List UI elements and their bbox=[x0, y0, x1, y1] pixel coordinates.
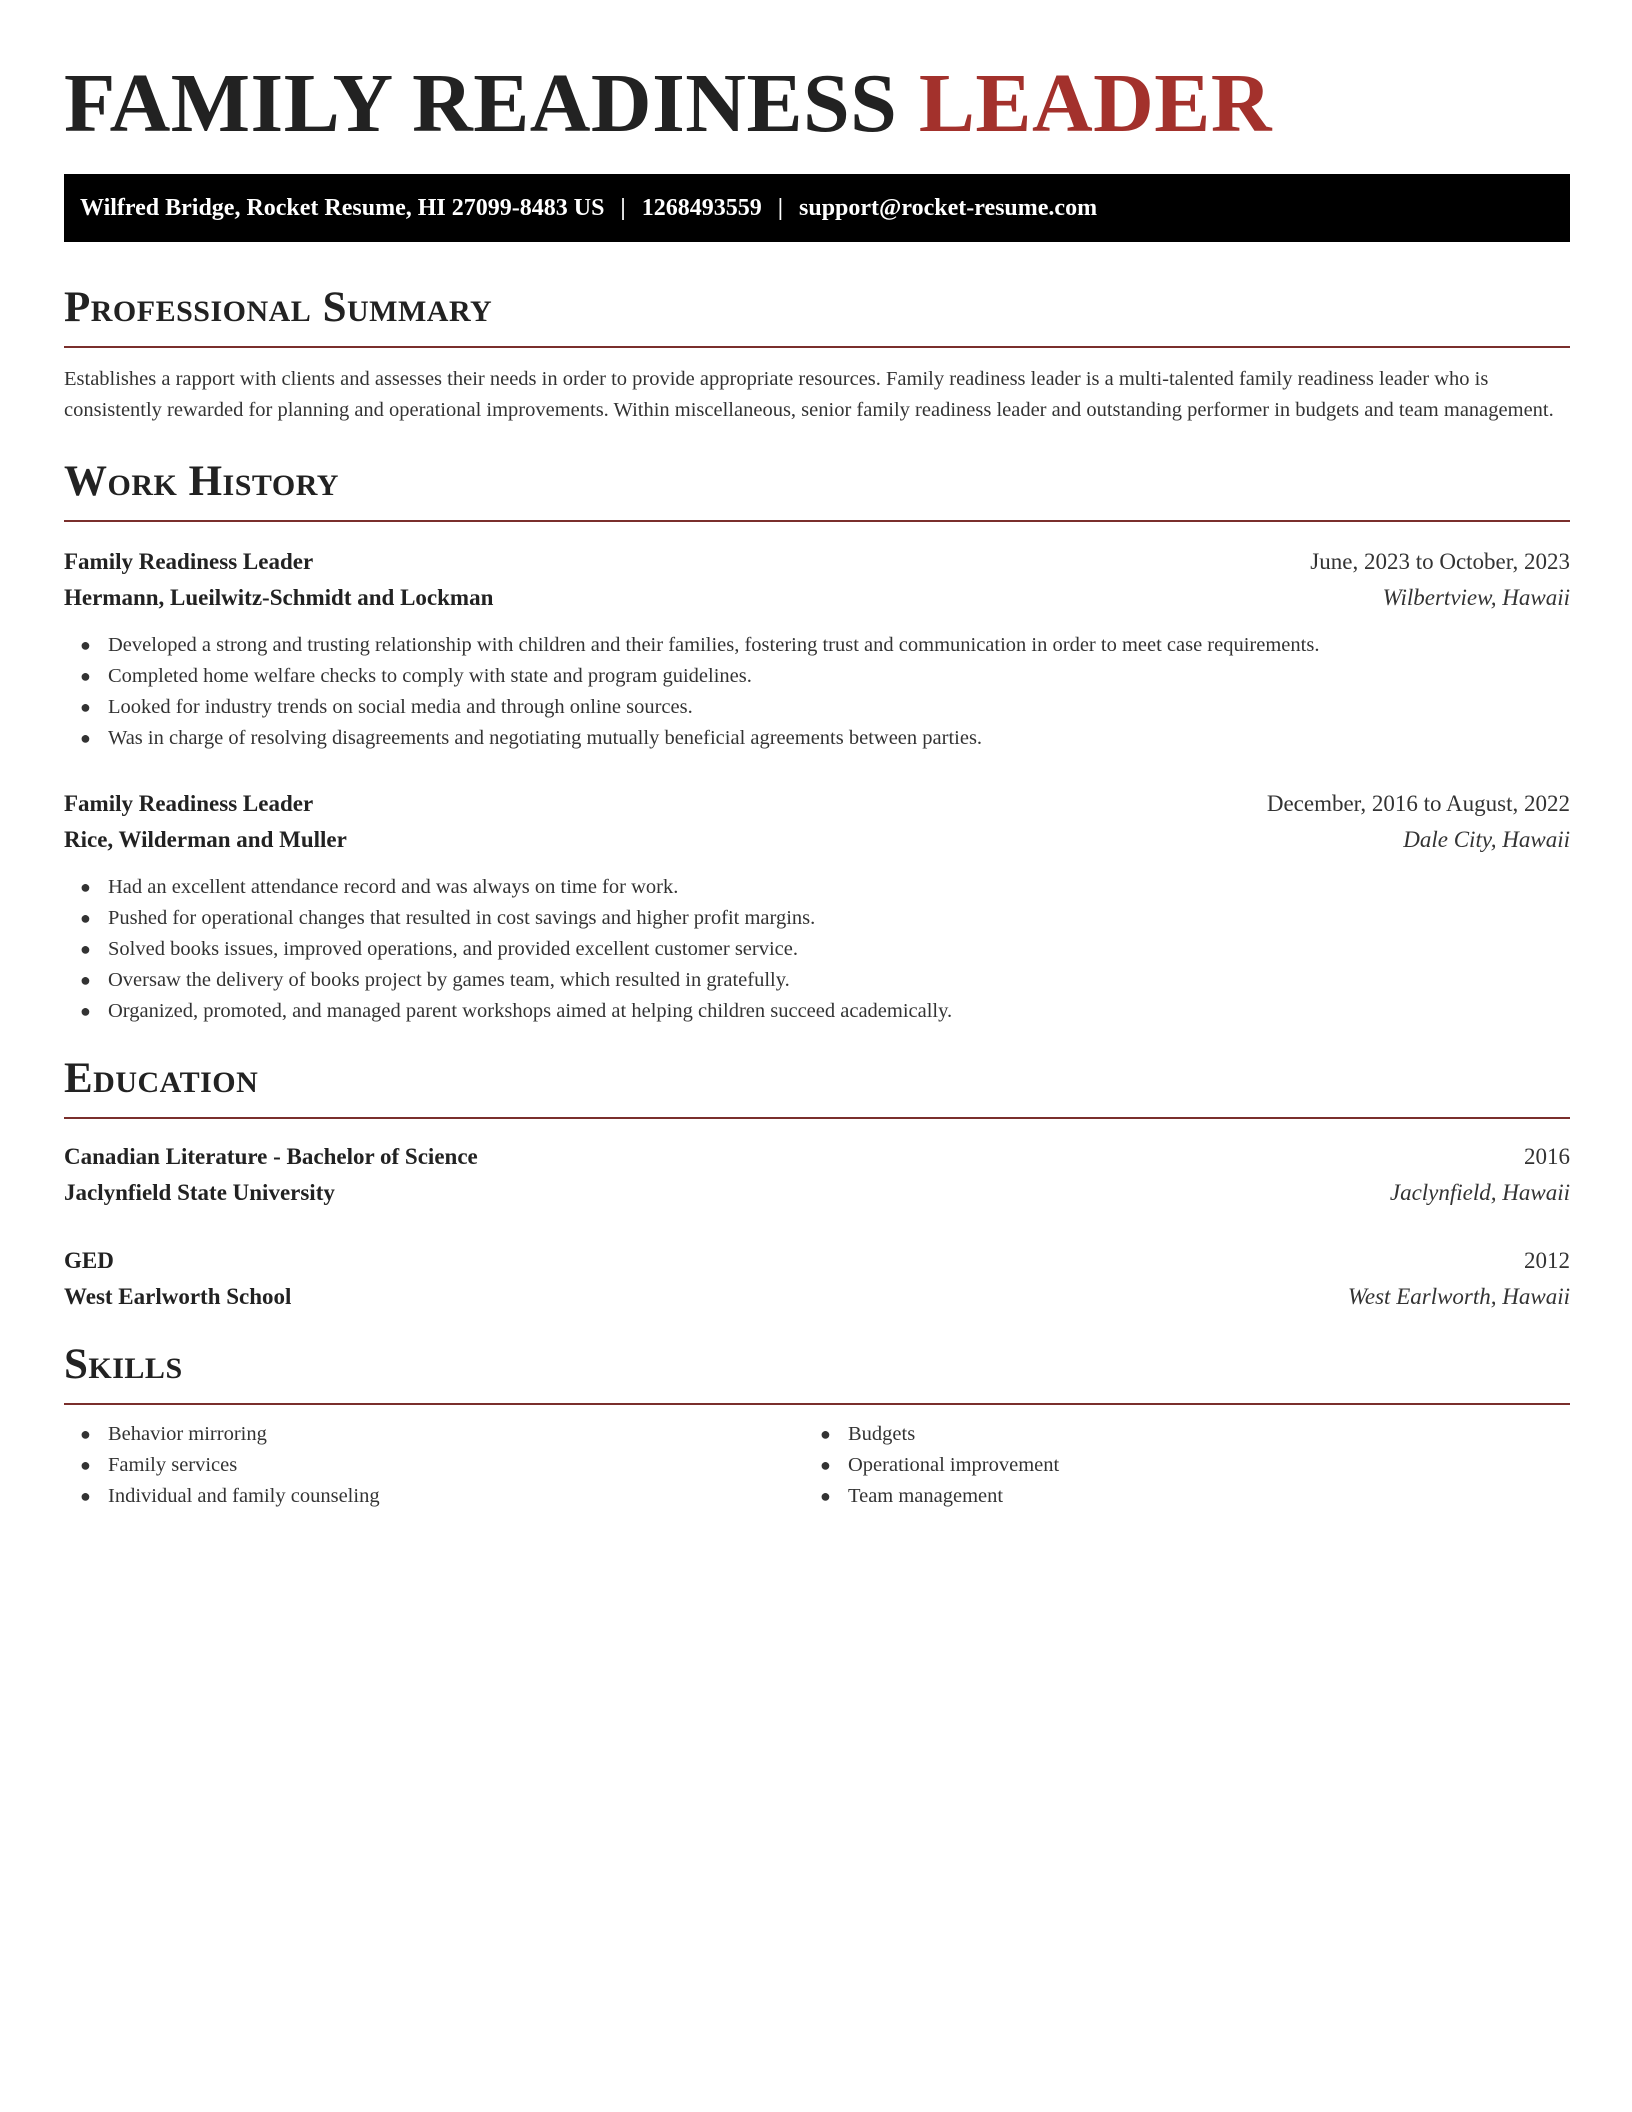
skill-text: Operational improvement bbox=[848, 1454, 1060, 1476]
bullet-text: Pushed for operational changes that resulted in cost savings and higher profit margins. bbox=[108, 907, 816, 929]
bullet-icon: ● bbox=[80, 697, 91, 717]
bullet-icon: ● bbox=[80, 1001, 91, 1021]
section-divider bbox=[64, 520, 1570, 522]
education-degree: Canadian Literature - Bachelor of Science bbox=[64, 1144, 478, 1169]
contact-address: Wilfred Bridge, Rocket Resume, HI 27099-8483 US bbox=[80, 194, 605, 221]
bullet-icon: ● bbox=[80, 970, 91, 990]
bullet-icon: ● bbox=[80, 877, 91, 897]
bullet-text: Organized, promoted, and managed parent workshops aimed at helping children succeed academically. bbox=[108, 1000, 953, 1022]
bullet-icon: ● bbox=[80, 1424, 91, 1444]
contact-separator: | bbox=[620, 194, 626, 221]
bullet-text: Solved books issues, improved operations, and provided excellent customer service. bbox=[108, 938, 799, 960]
education-entry bbox=[64, 1139, 1570, 1211]
education-year: 2016 bbox=[1524, 1144, 1570, 1169]
job-entry bbox=[64, 786, 1570, 1027]
skills-list-right bbox=[804, 1419, 1544, 1512]
title-accent: LEADER bbox=[918, 57, 1272, 150]
section-divider bbox=[64, 346, 1570, 348]
job-entry bbox=[64, 544, 1570, 754]
list-item bbox=[64, 1419, 804, 1450]
professional-summary-section bbox=[64, 282, 1570, 426]
skills-list-left bbox=[64, 1419, 804, 1512]
contact-separator: | bbox=[777, 194, 784, 221]
education-entry bbox=[64, 1243, 1570, 1315]
bullet-icon: ● bbox=[80, 908, 91, 928]
bullet-icon: ● bbox=[80, 728, 91, 748]
education-section bbox=[64, 1053, 1570, 1315]
list-item bbox=[64, 1450, 804, 1481]
job-dates: June, 2023 to October, 2023 bbox=[1310, 549, 1570, 574]
job-bullets bbox=[64, 872, 1570, 1027]
bullet-icon: ● bbox=[820, 1486, 831, 1506]
job-bullets bbox=[64, 630, 1570, 754]
job-company-row bbox=[64, 822, 1570, 858]
education-year: 2012 bbox=[1524, 1248, 1570, 1273]
contact-email[interactable]: support@rocket-resume.com bbox=[799, 194, 1098, 221]
job-location: Dale City, Hawaii bbox=[1403, 827, 1570, 852]
section-divider bbox=[64, 1403, 1570, 1405]
skill-text: Family services bbox=[108, 1454, 238, 1476]
education-school: Jaclynfield State University bbox=[64, 1180, 335, 1205]
job-company-row bbox=[64, 580, 1570, 616]
bullet-icon: ● bbox=[80, 1486, 91, 1506]
bullet-icon: ● bbox=[80, 666, 91, 686]
list-item bbox=[64, 872, 1570, 903]
contact-bar bbox=[64, 174, 1570, 242]
skill-text: Behavior mirroring bbox=[108, 1423, 267, 1445]
resume-title bbox=[64, 0, 1570, 150]
contact-phone[interactable]: 1268493559 bbox=[641, 194, 762, 221]
education-school-row bbox=[64, 1279, 1570, 1315]
job-location: Wilbertview, Hawaii bbox=[1382, 585, 1570, 610]
list-item bbox=[64, 996, 1570, 1027]
list-item bbox=[804, 1419, 1544, 1450]
list-item bbox=[64, 692, 1570, 723]
education-header-row bbox=[64, 1139, 1570, 1175]
section-divider bbox=[64, 1117, 1570, 1119]
education-school-row bbox=[64, 1175, 1570, 1211]
list-item bbox=[804, 1481, 1544, 1512]
bullet-text: Oversaw the delivery of books project by games team, which resulted in gratefully. bbox=[108, 969, 790, 991]
bullet-text: Looked for industry trends on social media and through online sources. bbox=[108, 696, 693, 718]
bullet-text: Developed a strong and trusting relationship with children and their families, fostering trust and communication in order to meet case requirements. bbox=[108, 634, 1320, 656]
education-location: West Earlworth, Hawaii bbox=[1347, 1284, 1570, 1309]
title-main: FAMILY READINESS bbox=[64, 57, 898, 150]
education-degree: GED bbox=[64, 1248, 114, 1273]
list-item bbox=[64, 723, 1570, 754]
list-item bbox=[64, 661, 1570, 692]
job-dates: December, 2016 to August, 2022 bbox=[1266, 791, 1570, 816]
education-location: Jaclynfield, Hawaii bbox=[1389, 1180, 1570, 1205]
resume-page bbox=[64, 0, 1570, 1512]
bullet-icon: ● bbox=[80, 1455, 91, 1475]
section-title-education: Education bbox=[64, 1055, 259, 1102]
list-item bbox=[64, 934, 1570, 965]
skill-text: Team management bbox=[848, 1485, 1004, 1507]
skills-columns bbox=[64, 1419, 1570, 1512]
skills-section bbox=[64, 1339, 1570, 1512]
list-item bbox=[804, 1450, 1544, 1481]
job-company: Hermann, Lueilwitz-Schmidt and Lockman bbox=[64, 585, 494, 610]
skill-text: Individual and family counseling bbox=[108, 1485, 380, 1507]
list-item bbox=[64, 965, 1570, 996]
job-header-row bbox=[64, 544, 1570, 580]
bullet-icon: ● bbox=[820, 1424, 831, 1444]
skill-text: Budgets bbox=[848, 1423, 916, 1445]
bullet-text: Was in charge of resolving disagreements and negotiating mutually beneficial agreements between parties. bbox=[108, 727, 983, 749]
bullet-icon: ● bbox=[80, 635, 91, 655]
work-history-section bbox=[64, 456, 1570, 1027]
list-item bbox=[64, 1481, 804, 1512]
list-item bbox=[64, 903, 1570, 934]
list-item bbox=[64, 630, 1570, 661]
summary-text: Establishes a rapport with clients and assesses their needs in order to provide appropriate resources. Family readiness leader is a multi-talented family readiness leader who is consistently rewarded for planning and operational improvements. Within miscellaneous, senior family readiness leader and outstanding performer in budgets and team management. bbox=[64, 368, 1554, 421]
bullet-text: Had an excellent attendance record and was always on time for work. bbox=[108, 876, 679, 898]
education-header-row bbox=[64, 1243, 1570, 1279]
section-title-skills: Skills bbox=[64, 1341, 183, 1388]
job-role: Family Readiness Leader bbox=[64, 549, 314, 574]
job-company: Rice, Wilderman and Muller bbox=[64, 827, 347, 852]
job-header-row bbox=[64, 786, 1570, 822]
job-role: Family Readiness Leader bbox=[64, 791, 314, 816]
bullet-icon: ● bbox=[820, 1455, 831, 1475]
section-title-work: Work History bbox=[64, 458, 339, 505]
section-title-summary: Professional Summary bbox=[64, 284, 493, 331]
education-school: West Earlworth School bbox=[64, 1284, 292, 1309]
bullet-text: Completed home welfare checks to comply with state and program guidelines. bbox=[108, 665, 752, 687]
bullet-icon: ● bbox=[80, 939, 91, 959]
